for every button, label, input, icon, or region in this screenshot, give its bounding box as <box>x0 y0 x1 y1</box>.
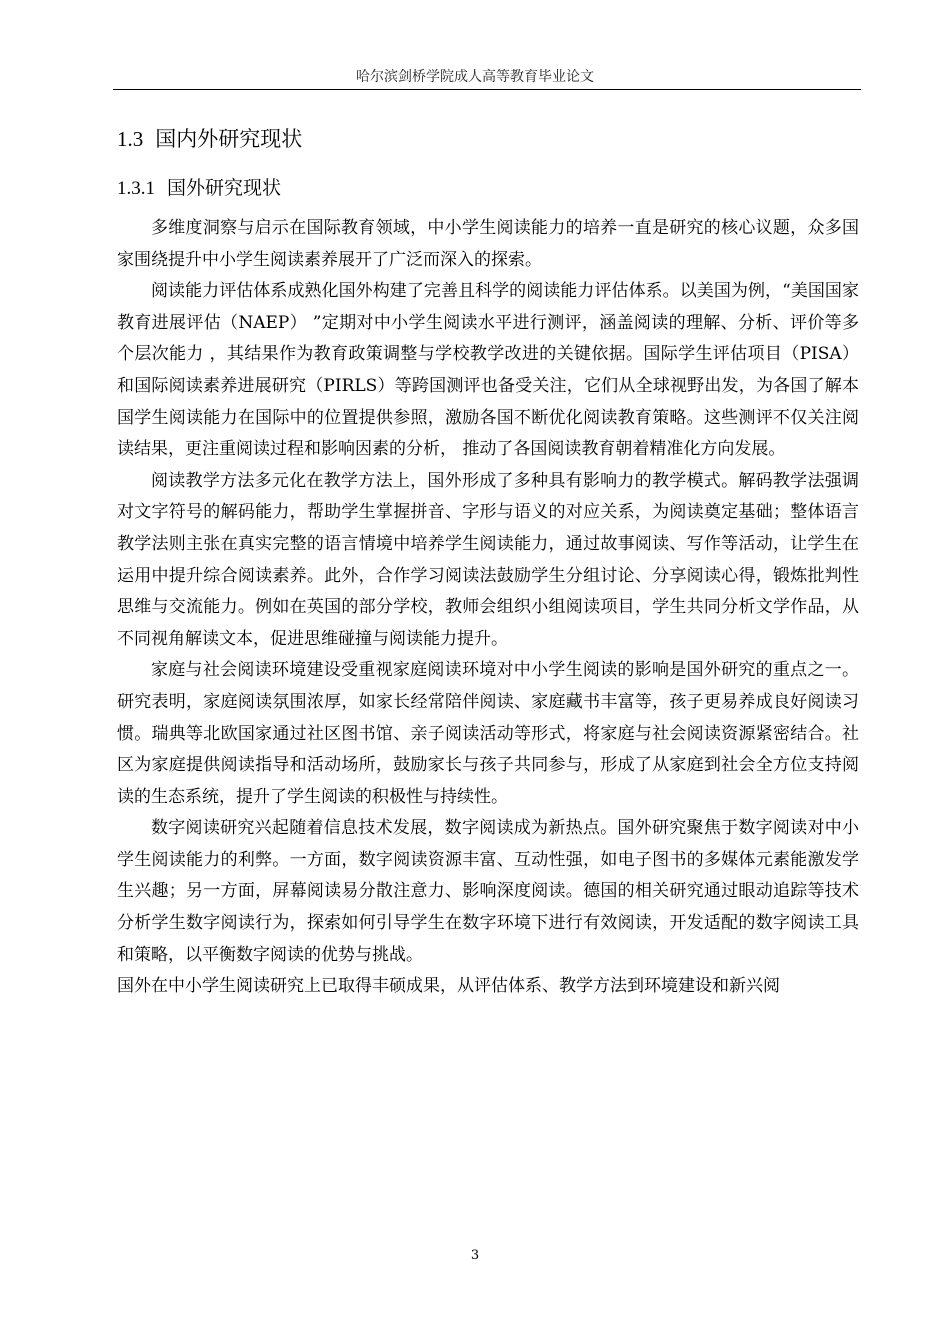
paragraph: 家庭与社会阅读环境建设受重视家庭阅读环境对中小学生阅读的影响是国外研究的重点之一。研究表明，家庭阅读氛围浓厚，如家长经常陪伴阅读、家庭藏书丰富等，孩子更易养成良好阅读习惯。瑞典等北欧国家通过社区图书馆、亲子阅读活动等形式，将家庭与社会阅读资源紧密结合。社区为家庭提供阅读指导和活动场所，鼓励家长与孩子共同参与，形成了从家庭到社会全方位支持阅读的生态系统，提升了学生阅读的积极性与持续性。 <box>117 660 859 807</box>
paragraph: 阅读能力评估体系成熟化国外构建了完善且科学的阅读能力评估体系。以美国为例，“美国国家教育进展评估（NAEP） ”定期对中小学生阅读水平进行测评，涵盖阅读的理解、分析、评价等多个层次能力 ，其结果作为教育政策调整与学校教学改进的关键依据。国际学生评估项目（PISA）和国际阅读素养进展研究（PIRLS）等跨国测评也备受关注，它们从全球视野出发，为各国了解本国学生阅读能力在国际中的位置提供参照，激励各国不断优化阅读教育策略。这些测评不仅关注阅读结果，更注重阅读过程和影响因素的分析， 推动了各国阅读教育朝着精准化方向发展。 <box>117 281 859 460</box>
running-header: 哈尔滨剑桥学院成人高等教育毕业论文 <box>356 69 594 85</box>
section-number: 1.3 <box>117 127 144 151</box>
body-text <box>117 213 859 1003</box>
paragraph: 多维度洞察与启示在国际教育领域，中小学生阅读能力的培养一直是研究的核心议题，众多国家围绕提升中小学生阅读素养展开了广泛而深入的探索。 <box>117 218 859 270</box>
page-number: 3 <box>470 1248 480 1263</box>
section-title: 国内外研究现状 <box>155 127 303 151</box>
paragraph: 国外在中小学生阅读研究上已取得丰硕成果，从评估体系、教学方法到环境建设和新兴阅 <box>117 976 780 997</box>
header-divider <box>113 89 861 90</box>
paragraph: 阅读教学方法多元化在教学方法上，国外形成了多种具有影响力的教学模式。解码教学法强调对文字符号的解码能力，帮助学生掌握拼音、字形与语义的对应关系，为阅读奠定基础；整体语言教学法则主张在真实完整的语言情境中培养学生阅读能力，通过故事阅读、写作等活动，让学生在运用中提升综合阅读素养。此外，合作学习阅读法鼓励学生分组讨论、分享阅读心得，锻炼批判性思维与交流能力。例如在英国的部分学校，教师会组织小组阅读项目，学生共同分析文学作品，从不同视角解读文本，促进思维碰撞与阅读能力提升。 <box>117 470 859 649</box>
subsection-number: 1.3.1 <box>117 178 155 199</box>
subsection-heading <box>117 174 281 203</box>
section-heading <box>117 124 302 154</box>
paragraph: 数字阅读研究兴起随着信息技术发展，数字阅读成为新热点。国外研究聚焦于数字阅读对中小学生阅读能力的利弊。一方面，数字阅读资源丰富、互动性强，如电子图书的多媒体元素能激发学生兴趣；另一方面，屏幕阅读易分散注意力、影响深度阅读。德国的相关研究通过眼动追踪等技术分析学生数字阅读行为，探索如何引导学生在数字环境下进行有效阅读，开发适配的数字阅读工具和策略，以平衡数字阅读的优势与挑战。 <box>117 818 859 965</box>
subsection-title: 国外研究现状 <box>167 177 282 199</box>
